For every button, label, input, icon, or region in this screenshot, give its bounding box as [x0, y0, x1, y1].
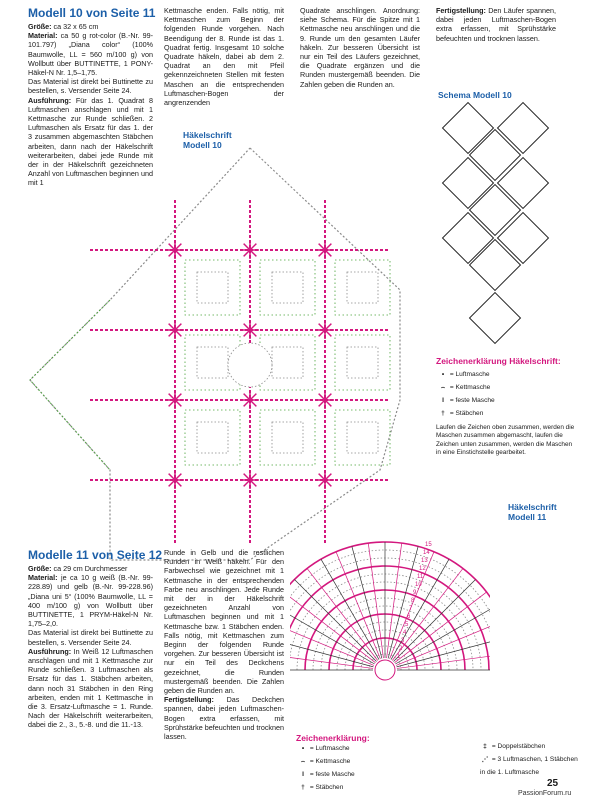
legend-text: = 3 Luftmaschen, 1 Stäbchen in die 1. Luftmasche — [480, 756, 578, 776]
chart11-center — [375, 660, 395, 680]
model10-legend-note: Laufen die Zeichen oben zusammen, werden die Maschen zusammen abgemascht, laufen die Zeichen unten zusammen, werden die Maschen in eine Einstichstelle gearbeitet. — [436, 424, 575, 457]
chart11-round-number: 3 — [401, 638, 405, 644]
chart-outline — [30, 148, 400, 560]
paragraph-label: Material: — [28, 31, 58, 41]
chart11-round-number: 12 — [419, 566, 426, 572]
chart11-round-number: 5 — [405, 622, 409, 628]
chart-square-ring — [335, 335, 390, 390]
legend-item — [438, 407, 495, 420]
page-number: 25 — [547, 778, 559, 789]
arc-icon: ⌢ — [440, 384, 446, 391]
model11-legend-title: Zeichenerklärung: — [296, 733, 370, 743]
paragraph-label: Fertigstellung: — [436, 6, 486, 15]
chart-square-ring — [272, 347, 303, 378]
paragraph — [164, 695, 284, 741]
chart11-round-number: 11 — [417, 574, 424, 580]
chart-square-ring — [197, 347, 228, 378]
model10-chart-label: Häkelschrift Modell 10 — [183, 130, 232, 150]
chart-square-ring — [185, 410, 240, 465]
chart-square-ring — [260, 410, 315, 465]
paragraph-text: Runde in Gelb und die restlichen Runden in Weiß häkeln. Für den Farbwechsel wie gezeichnet mit 1 Kettmasche in der entsprechenden Farbe neu anschlingen. Jede Runde mit der in der Häkelschrift gezeichneten Anzahl von Luftmaschen beginnen und mit 1 Kettmasche bzw. 1 Stäbchen enden. Falls nötig, mit Kettmaschen zum Beginn der folgenden Runde vorgehen. Zur besseren Übersicht ist nur ein Teil des Deckchens gezeichnet, die Runden mustergemäß beenden. Die Zahlen geben die Runden an. — [164, 548, 284, 696]
chart-square-ring — [272, 422, 303, 453]
paragraph-text: Das Material ist direkt bei Buttinette zu bestellen, s. Versender Seite 24. — [28, 628, 153, 647]
schema-label: Schema Modell 10 — [438, 90, 512, 100]
legend-text: = feste Masche — [308, 771, 355, 778]
chart-square-ring — [335, 260, 390, 315]
chart11-spoke — [392, 568, 463, 660]
chart-point — [30, 300, 110, 470]
paragraph-label: Größe: — [28, 22, 52, 31]
legend-text: = Stäbchen — [308, 784, 344, 791]
paragraph-text: ca 32 x 65 cm — [51, 22, 99, 31]
chart-square-ring — [197, 422, 228, 453]
chart-square-ring — [347, 272, 378, 303]
paragraph-text: Das Deckchen spannen, dabei jeden Luftmaschen-Bogen extra erfassen, mit Sprühstärke befeuchten und trocknen lassen. — [164, 695, 284, 742]
chart11-round-number: 13 — [421, 558, 428, 564]
model11-chart-label: Häkelschrift Modell 11 — [508, 502, 557, 522]
chart11-round-number: 9 — [413, 590, 417, 596]
paragraph — [28, 573, 153, 628]
paragraph-label: Material: — [28, 573, 58, 583]
paragraph-label: Ausführung: — [28, 95, 72, 105]
paragraph-label: Ausführung: — [28, 646, 72, 656]
chart11-spoke — [290, 592, 375, 663]
chart11-round-number: 6 — [407, 614, 411, 620]
paragraph-label: Fertigstellung: — [164, 695, 214, 705]
schema-square — [470, 293, 521, 344]
model10-legend — [438, 368, 495, 420]
chart11-spoke — [396, 621, 490, 665]
paragraph-text: Den Läufer spannen, dabei jeden Luftmaschen-Bogen extra erfassen, mit Sprühstärke befeuchten und trocknen lassen. — [436, 6, 556, 43]
paragraph-text: In Weiß 12 Luftmaschen anschlagen und mit 1 Kettmasche zur Runde schließen. 3 Luftmaschen als Ersatz für das 1. Stäbchen arbeiten, dann noch 31 Stäbchen in den Ring arbeiten, enden mit 1 Kettmasche in die 3. Ersatz-Luftmasche = 1. Runde. Nach der Häkelschrift weiterarbeiten, dabei die 2., 3., 5.-8. und die 11.-13. — [28, 646, 153, 730]
dagger-icon: † — [441, 410, 445, 417]
chart-square-ring — [347, 347, 378, 378]
paragraph-text: ca 29 cm Durchmesser — [51, 564, 128, 573]
dot-icon: • — [301, 745, 305, 752]
chart-square-ring — [197, 272, 228, 303]
chart11-spoke — [397, 653, 490, 668]
legend-text: = Kettmasche — [308, 758, 351, 765]
model10-schema — [430, 100, 570, 350]
paragraph — [28, 647, 153, 730]
model11-crochet-chart — [290, 520, 490, 720]
bar-icon: I — [302, 771, 304, 778]
cluster-icon: ⋰ — [481, 756, 489, 763]
model10-col3: Quadrate anschlingen. Anordnung: siehe Schema. Für die Spitze mit 1 Kettmasche neu anschlingen und die 9. Runde um den gesamten Läufer häkeln. Zur besseren Übersicht ist nur ein Teil des Läufers gezeichnet, die Quadrate ergänzen und die Runden mustergemäß beenden. Die Zahlen geben die Runden an. — [300, 6, 420, 89]
chart11-round-number: 8 — [411, 598, 415, 604]
legend-text: = Luftmasche — [308, 745, 350, 752]
chart11-round-number: 10 — [415, 582, 422, 588]
paragraph-label: Größe: — [28, 564, 52, 573]
chart11-spoke — [321, 559, 379, 659]
chart11-ring — [290, 574, 481, 670]
bar-icon: I — [442, 397, 444, 404]
chart11-round-number: 14 — [423, 550, 430, 556]
dagger-icon: † — [301, 784, 305, 791]
legend-item — [438, 381, 495, 394]
legend-item — [298, 768, 355, 781]
legend-item — [438, 394, 495, 407]
paragraph-text: Das Material ist direkt bei Buttinette zu bestellen, s. Versender Seite 24. — [28, 77, 153, 96]
model10-legend-title: Zeichenerklärung Häkelschrift: — [436, 356, 561, 366]
site-watermark: PassionForum.ru — [518, 790, 572, 797]
double-dagger-icon: ‡ — [483, 743, 487, 750]
chart11-spoke — [290, 621, 374, 665]
chart-square-ring — [347, 422, 378, 453]
chart11-round-number: 1 — [397, 654, 401, 660]
paragraph — [164, 548, 284, 695]
paragraph — [28, 628, 153, 646]
legend-text: = Luftmasche — [448, 371, 490, 378]
legend-item — [438, 368, 495, 381]
legend-item — [480, 753, 580, 779]
legend-item — [298, 742, 355, 755]
legend-text: = feste Masche — [448, 397, 495, 404]
paragraph-text: ca 50 g rot-color (B.-Nr. 99-101.797) „Diana color“ (100% Baumwolle, LL = 560 m/100 g) von Wollbutt über BUTTINETTE, 1 PONY-Häkel-N Nr. 1,5–1,75. — [28, 31, 153, 78]
chart-square-ring — [185, 260, 240, 315]
legend-item — [298, 755, 355, 768]
model11-col2 — [164, 548, 284, 741]
chart-square-ring — [260, 260, 315, 315]
chart-square-ring — [272, 272, 303, 303]
legend-text: = Doppelstäbchen — [490, 743, 546, 750]
legend-text: = Stäbchen — [448, 410, 484, 417]
paragraph-text: je ca 10 g weiß (B.-Nr. 99-228.89) und gelb (B.-Nr. 99-228.96) „Diana uni 5“ (100% Baumwolle, LL = 400 m/100 g) von Wollbutt über BUTTINETTE, 1 PRYM-Häkel-N Nr. 1,75–2,0. — [28, 573, 153, 629]
dot-icon: • — [441, 371, 445, 378]
chart11-round-number: 4 — [403, 630, 407, 636]
chart11-round-number: 15 — [425, 542, 432, 548]
model11-title: Modelle 11 von Seite 12 — [28, 548, 163, 562]
chart11-round-number: 7 — [409, 606, 413, 612]
legend-text: = Kettmasche — [448, 384, 491, 391]
model11-legend2 — [480, 740, 580, 779]
model10-col2: Kettmasche enden. Falls nötig, mit Kettmaschen zum Beginn der folgenden Runde vorgehen. Nach Beendigung der 8. Runde ist das 1. Quadrat fertig. Insgesamt 10 solche Quadrate häkeln, dabei ab dem 2. Quadrat an den mit Pfeil gekennzeichneten Stellen mit festen Maschen an die entsprechenden Luftmaschen-Bogen der angrenzenden — [164, 6, 284, 108]
chart11-spoke — [307, 568, 378, 660]
arc-icon: ⌢ — [300, 758, 306, 765]
chart11-round-number: 2 — [399, 646, 403, 652]
legend-item — [298, 781, 355, 794]
model10-title: Modell 10 von Seite 11 — [28, 6, 156, 20]
model11-col1 — [28, 564, 153, 730]
model11-legend — [298, 742, 355, 794]
chart-square-ring — [335, 410, 390, 465]
legend-item — [480, 740, 580, 753]
paragraph — [28, 564, 153, 573]
chart-center-ring — [228, 343, 272, 387]
paragraph-text: Für das 1. Quadrat 8 Luftmaschen anschlagen und mit 1 Kettmasche zur Runde schließen. 2 Luftmaschen als Ersatz für das 1. der 3 zusammen abgemaschten Stäbchen arbeiten, dann nach der Häkelschrift weiterarbeiten, dabei jede Runde mit der in der Häkelschrift gezeichneten Anzahl von Luftmaschen beginnen und mit 1 — [28, 95, 153, 188]
